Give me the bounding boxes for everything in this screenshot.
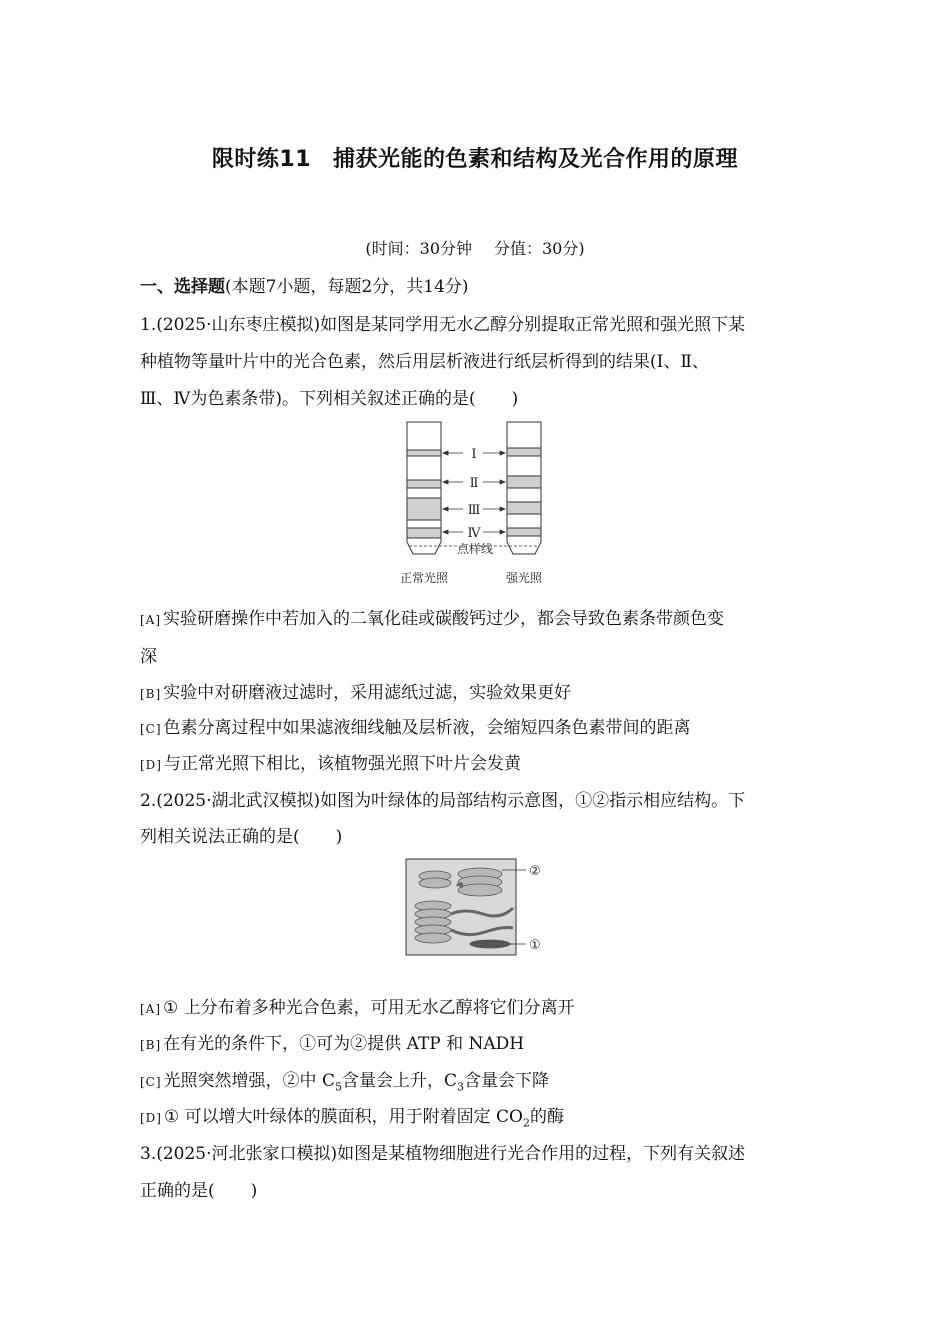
q1-line-2: 种植物等量叶片中的光合色素，然后用层析液进行纸层析得到的结果(Ⅰ、Ⅱ、 xyxy=(140,352,709,372)
q2-paren-close: ) xyxy=(335,827,343,847)
option-d-tag: [D] xyxy=(140,1111,162,1125)
q1-option-a-cont: 深 xyxy=(140,647,157,667)
caption-normal-light: 正常光照 xyxy=(399,571,449,585)
title-main: 限时练11 xyxy=(211,147,312,172)
q3-paren-close: ) xyxy=(250,1181,258,1201)
subscript-2: 2 xyxy=(522,1116,530,1130)
option-d-tag: [D] xyxy=(140,758,162,772)
time-limit: (时间：30分钟 xyxy=(365,239,472,258)
right-strip xyxy=(507,422,541,554)
subscript-3: 3 xyxy=(456,1080,464,1094)
option-b-text: 在有光的条件下，①可为②提供 ATP 和 NADH xyxy=(163,1034,525,1054)
q1-option-b[interactable] xyxy=(140,678,820,703)
q2-line-1: 2.(2025·湖北武汉模拟)如图为叶绿体的局部结构示意图，①②指示相应结构。下 xyxy=(140,791,746,811)
section-heading xyxy=(140,272,820,297)
option-d-text-1: ① 可以增大叶绿体的膜面积，用于附着固定 CO xyxy=(163,1107,523,1127)
q1-option-d[interactable] xyxy=(140,749,820,774)
q2-option-a[interactable] xyxy=(140,993,820,1018)
q2-stem-end: 列相关说法正确的是( xyxy=(140,827,300,847)
option-b-tag: [B] xyxy=(140,687,162,701)
caption-strong-light: 强光照 xyxy=(505,571,543,585)
option-c-text-1: 光照突然增强，②中 C xyxy=(163,1071,335,1091)
band-label-4: Ⅳ xyxy=(467,526,481,541)
band-label-1: Ⅰ xyxy=(471,447,477,462)
option-d-text: 与正常光照下相比，该植物强光照下叶片会发黄 xyxy=(163,754,521,774)
band-label-2: Ⅱ xyxy=(469,476,479,491)
label-structure-1: ① xyxy=(529,938,541,953)
baseline-label: 点样线 xyxy=(456,542,494,556)
chloroplast-figure xyxy=(405,858,553,958)
option-b-tag: [B] xyxy=(140,1038,162,1052)
q2-line-2 xyxy=(140,822,820,847)
q1-paren-close: ) xyxy=(511,389,519,409)
band-label-3: Ⅲ xyxy=(467,503,481,518)
option-d-text-2: 的酶 xyxy=(529,1107,564,1127)
exam-meta xyxy=(0,236,950,259)
page-title xyxy=(0,142,950,173)
section-note: (本题7小题，每题2分，共14分) xyxy=(225,277,469,297)
option-a-tag: [A] xyxy=(140,613,162,627)
q3-line-2 xyxy=(140,1176,820,1201)
title-sub: 捕获光能的色素和结构及光合作用的原理 xyxy=(333,147,739,172)
left-strip xyxy=(407,422,441,554)
subscript-5: 5 xyxy=(334,1080,342,1094)
q1-option-a[interactable] xyxy=(140,604,820,629)
section-title: 一、选择题 xyxy=(140,277,225,297)
q1-option-c[interactable] xyxy=(140,713,820,738)
q2-option-d[interactable] xyxy=(140,1102,820,1129)
option-c-tag: [C] xyxy=(140,722,162,736)
option-c-tag: [C] xyxy=(140,1075,162,1089)
label-structure-2: ② xyxy=(529,864,541,879)
option-c-text: 色素分离过程中如果滤液细线触及层析液，会缩短四条色素带间的距离 xyxy=(163,718,691,738)
q3-line-1: 3.(2025·河北张家口模拟)如图是某植物细胞进行光合作用的过程，下列有关叙述 xyxy=(140,1144,746,1164)
q1-stem-end: Ⅲ、Ⅳ为色素条带)。下列相关叙述正确的是( xyxy=(140,389,476,409)
q2-option-c[interactable] xyxy=(140,1066,820,1093)
q2-option-b[interactable] xyxy=(140,1029,820,1054)
option-a-text: 实验研磨操作中若加入的二氧化硅或碳酸钙过少，都会导致色素条带颜色变 xyxy=(163,609,725,629)
option-a-text: ① 上分布着多种光合色素，可用无水乙醇将它们分离开 xyxy=(163,998,575,1018)
q3-stem-end: 正确的是( xyxy=(140,1181,215,1201)
option-c-text-2: 含量会上升，C xyxy=(341,1071,457,1091)
option-b-text: 实验中对研磨液过滤时，采用滤纸过滤，实验效果更好 xyxy=(163,683,572,703)
score-value: 分值：30分) xyxy=(494,239,585,258)
option-a-tag: [A] xyxy=(140,1002,162,1016)
chromatography-figure xyxy=(395,420,555,590)
q1-line-3 xyxy=(140,384,820,409)
q1-line-1: 1.(2025·山东枣庄模拟)如图是某同学用无水乙醇分别提取正常光照和强光照下某 xyxy=(140,315,746,335)
option-c-text-3: 含量会下降 xyxy=(463,1071,549,1091)
